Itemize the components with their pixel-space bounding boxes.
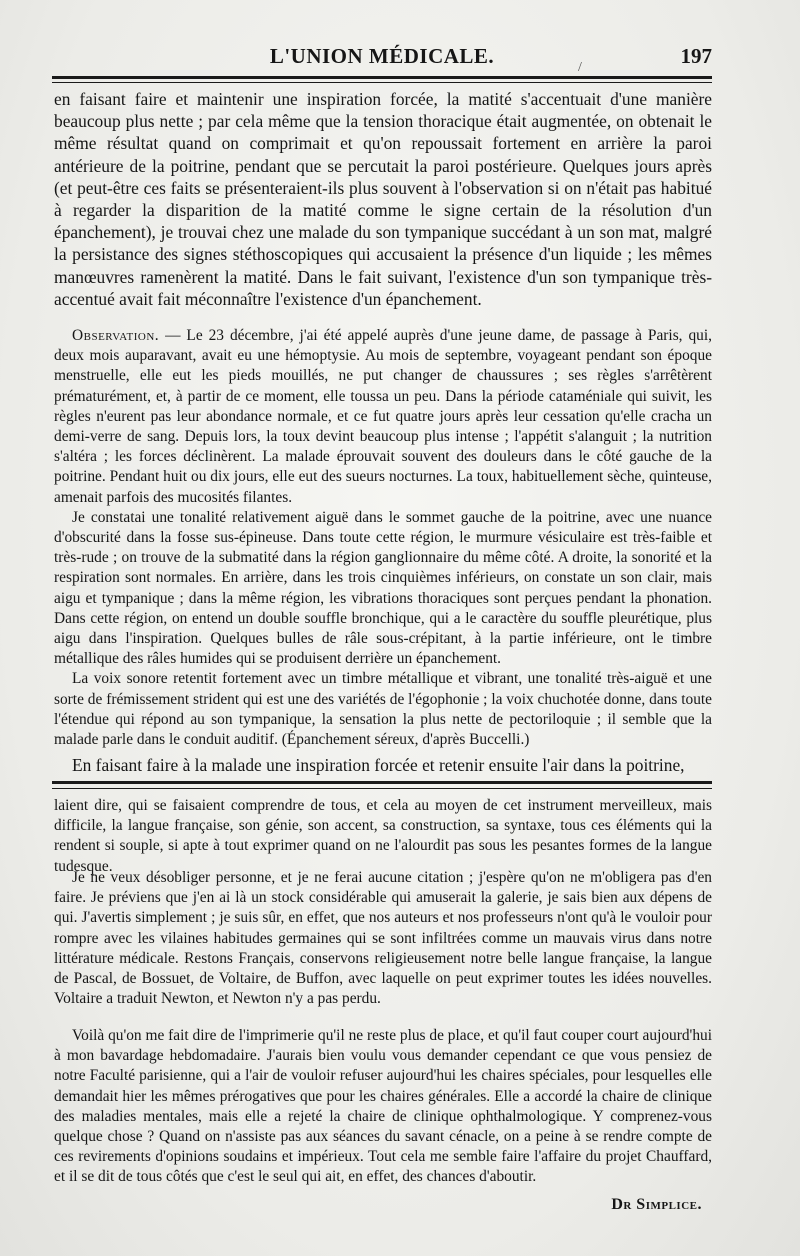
paragraph: laient dire, qui se faisaient comprendre de tous, et cela au moyen de cet instrument merveilleux, mais difficile, la langue française, son génie, son accent, sa construction, sa syntaxe, tous ces éléments qui la rendent si souple, si apte à tout exprimer quand on ne l'alourdit pas sous les pesantes formes de la langue tudesque. [54, 797, 712, 875]
observation-paragraph [54, 326, 712, 508]
paragraph: La voix sonore retentit fortement avec un timbre métallique et vibrant, une tonalité très-aiguë et une sorte de frémissement strident qui est une des variétés de l'égophonie ; la voix chuchotée donne, dans toute l'étendue qui répond au son tympanique, la sensation la plus nette de pectoriloquie ; il semble que la malade parle dans le conduit auditif. (Épanchement séreux, d'après Buccelli.) [54, 670, 712, 749]
observation-label: Observation. [72, 327, 160, 344]
observation-section [54, 326, 712, 750]
paragraph: en faisant faire et maintenir une inspiration forcée, la matité s'accentuait d'une manière beaucoup plus nette ; par cela même que la tension thoracique était augmentée, on obtenait le même résultat quand on comprimait et qu'on repoussait fortement en arrière la paroi antérieure de la poitrine, pendant que se percutait la paroi postérieure. Quelques jours après (et peut-être ces faits se présenteraient-ils plus souvent à l'observation si on n'était pas habitué à regarder la disparition de la matité comme le signe certain de la résolution d'un épanchement), je trouvai chez une malade du son tympanique succédant à un son mat, malgré la persistance des signes stéthoscopiques qui accusaient la présence d'un liquide ; les mêmes manœuvres ramenèrent la matité. Dans le fait suivant, l'existence d'un son tympanique très-accentué avait fait méconnaître l'existence d'un épanchement. [54, 89, 712, 309]
header-rule [52, 76, 712, 79]
observation-text: — Le 23 décembre, j'ai été appelé auprès d'une jeune dame, de passage à Paris, qui, deux mois auparavant, avait eu une hémoptysie. Au mois de septembre, voyageant pendant son époque menstruelle, elle eut les pieds mouillés, ne put changer de chaussures ; ses règles s'arrêtèrent prématurément, et, à partir de ce moment, elle toussa un peu. Dans la période cataméniale qui suivit, les règles n'eurent pas leur abondance normale, et ce fut quatre jours après leur cessation qu'elle cracha un demi-verre de sang. Depuis lors, la toux devint beaucoup plus intense ; l'appétit s'alanguit ; la nutrition s'altéra ; les forces déclinèrent. La malade éprouvait souvent des douleurs dans le côté gauche de la poitrine. Pendant huit ou dix jours, elle eut des sueurs nocturnes. La toux, habituellement sèche, quinteuse, amenait parfois des mucosités filantes. [54, 327, 712, 506]
page-number: 197 [680, 44, 712, 68]
running-title: L'UNION MÉDICALE. [269, 44, 495, 68]
feuilleton-section [54, 1026, 712, 1188]
article-continuation [54, 88, 712, 310]
article-end [54, 754, 712, 776]
feuilleton-divider [52, 781, 712, 784]
paragraph: Voilà qu'on me fait dire de l'imprimerie qu'il ne reste plus de place, et qu'il faut couper court aujourd'hui à mon bavardage hebdomadaire. J'aurais bien voulu vous demander cependant ce que vous pensiez de notre Faculté parisienne, qui a l'air de vouloir refuser aujourd'hui les chaires spéciales, pour lesquelles elle demandait hier les mêmes prérogatives que pour les chaires générales. Elle a accordé la chaire de clinique des maladies mentales, mais elle a rejeté la chaire de clinique ophthalmologique. Y comprenez-vous quelque chose ? Quand on n'assiste pas aux séances du savant cénacle, on a peine à se rendre compte de ces revirements d'opinions soudains et impérieux. Tout cela me semble faire l'affaire du projet Chauffard, et il se dit de tous côtés que c'est le seul qui ait, en effet, des chances d'aboutir. [54, 1027, 712, 1186]
header-rule-thin [52, 82, 712, 83]
page-header [52, 44, 712, 76]
author-signature: Dr Simplice. [611, 1196, 702, 1213]
paragraph: Je ne veux désobliger personne, et je ne ferai aucune citation ; j'espère qu'on ne m'obligera pas d'en faire. Je préviens que j'en ai là un stock considérable qui amuserait la galerie, je sais bien aux dépens de qui. J'avertis simplement ; je suis sûr, en effet, que nos auteurs et nos professeurs n'ont qu'à le vouloir pour rompre avec les vilaines habitudes germaines qui se sont infiltrées comme un mauvais virus dans notre littérature médicale. Restons Français, conservons religieusement notre belle langue française, la langue de Pascal, de Bossuet, de Voltaire, de Buffon, avec laquelle on peut exprimer toutes les idées nouvelles. Voltaire a traduit Newton, et Newton n'y a pas perdu. [54, 869, 712, 1008]
paragraph: En faisant faire à la malade une inspiration forcée et retenir ensuite l'air dans la poitrine, [72, 755, 685, 775]
margin-mark: / [578, 60, 582, 75]
feuilleton-section [54, 796, 712, 877]
feuilleton-divider-thin [52, 788, 712, 789]
feuilleton-section [54, 868, 712, 1009]
paragraph: Je constatai une tonalité relativement aiguë dans le sommet gauche de la poitrine, avec une nuance d'obscurité dans la fosse sus-épineuse. Dans toute cette région, le murmure vésiculaire est très-faible et très-rude ; on trouve de la submatité dans la région ganglionnaire du même côté. A droite, la sonorité et la respiration sont normales. En arrière, dans les trois cinquièmes inférieurs, on constate un son clair, mais aigu et tympanique ; dans la même région, les vibrations thoraciques sont perçues pendant la phonation. Dans cette région, on entend un double souffle bronchique, qui a le caractère du souffle pleurétique, plus aigu dans l'inspiration. Quelques bulles de râle sous-crépitant, à la partie inférieure, ont le timbre métallique des râles humides qui se produisent derrière un épanchement. [54, 508, 712, 668]
